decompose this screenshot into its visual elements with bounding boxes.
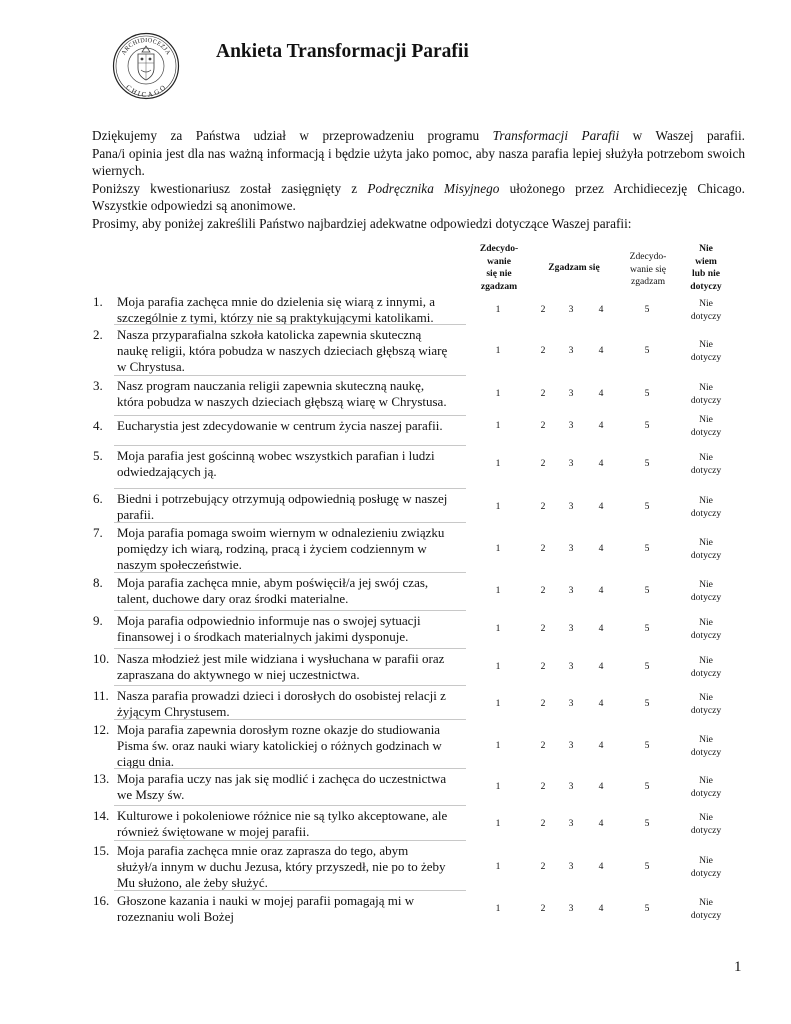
answer-option-2[interactable]: 2 [540,304,546,316]
answer-option-5[interactable]: 5 [644,818,650,830]
question-text-line: służył/a innym w duchu Jezusa, który przyszedł, nie po to żeby [117,859,446,875]
question-text-line: również świętowane w mojej parafii. [117,824,310,840]
question-text [117,771,464,803]
question-number: 16. [93,893,110,908]
answer-option-2[interactable]: 2 [540,903,546,915]
answer-option-3[interactable]: 3 [568,661,574,673]
answer-option-1[interactable]: 1 [495,781,501,793]
row-divider [114,840,466,841]
question-text [117,418,464,434]
answer-option-4[interactable]: 4 [598,861,604,873]
na-label-line: dotyczy [690,668,722,680]
answer-option-5[interactable]: 5 [644,304,650,316]
answer-option-1[interactable]: 1 [495,388,501,400]
answer-option-3[interactable]: 3 [568,861,574,873]
question-text [117,294,464,326]
question-number: 8. [93,575,103,590]
na-label-line: dotyczy [690,825,722,837]
answer-option-5[interactable]: 5 [644,861,650,873]
na-label-line: dotyczy [690,508,722,520]
na-label-line: dotyczy [690,427,722,439]
answer-option-1[interactable]: 1 [495,861,501,873]
answer-option-2[interactable]: 2 [540,501,546,513]
intro-paragraph-instructions: Prosimy, aby poniżej zakreślili Państwo najbardziej adekwatne odpowiedzi dotyczące Waszej parafii: [92,215,632,231]
answer-option-4[interactable]: 4 [598,781,604,793]
answer-option-1[interactable]: 1 [495,501,501,513]
question-number: 10. [93,651,110,666]
answer-option-5[interactable]: 5 [644,501,650,513]
answer-option-3[interactable]: 3 [568,304,574,316]
answer-option-4[interactable]: 4 [598,585,604,597]
answer-option-5[interactable]: 5 [644,740,650,752]
na-label-line: Nie [699,414,713,426]
answer-option-3[interactable]: 3 [568,740,574,752]
answer-option-not-applicable[interactable] [686,381,726,407]
row-divider [114,610,466,611]
intro-paragraph-anonymous: Wszystkie odpowiedzi są anonimowe. [92,198,296,213]
answer-option-2[interactable]: 2 [540,420,546,432]
answer-option-3[interactable]: 3 [568,818,574,830]
question-text-line: Moja parafia odpowiednio informuje nas o swojej sytuacji [117,613,421,628]
question-text-line: rozeznaniu woli Bożej [117,909,234,925]
question-text-line: Mu służono, ale żeby służyć. [117,875,268,891]
question-number: 13. [93,771,110,786]
answer-option-5[interactable]: 5 [644,458,650,470]
answer-option-5[interactable]: 5 [644,623,650,635]
answer-option-5[interactable]: 5 [644,585,650,597]
row-divider [114,648,466,649]
question-text-line: ciągu dnia. [117,754,175,770]
scale-header-dont-know: Nie wiem lub nie dotyczy [690,243,722,292]
answer-option-3[interactable]: 3 [568,543,574,555]
na-label-line: Nie [699,382,713,394]
question-text [117,651,464,683]
na-label-line: Nie [699,298,713,310]
na-label-line: Nie [699,692,713,704]
question-text-line: Moja parafia jest gościnną wobec wszystkich parafian i ludzi [117,448,435,463]
question-text-line: pomiędzy ich wiarą, rodziną, pracą i życiem codziennym w [117,541,427,557]
question-text [117,525,464,574]
question-text-line: Nasza przyparafialna szkoła katolicka zapewnia skuteczną [117,327,422,342]
question-number: 6. [93,491,103,506]
question-text-line: w Chrystusa. [117,359,185,375]
intro-paragraph-opinion: Pana/i opinia jest dla nas ważną informacją i będzie użyta jako pomoc, aby nasza parafia lepiej służyła potrzebom swoich wiernych. [92,145,745,178]
question-text-line: Moja parafia uczy nas jak się modlić i zachęca do uczestnictwa [117,771,447,786]
answer-option-4[interactable]: 4 [598,661,604,673]
row-divider [114,522,466,523]
answer-option-5[interactable]: 5 [644,781,650,793]
answer-option-1[interactable]: 1 [495,304,501,316]
question-text [117,575,464,607]
answer-option-not-applicable[interactable] [686,578,726,604]
answer-option-2[interactable]: 2 [540,781,546,793]
na-label-line: Nie [699,655,713,667]
na-label-line: dotyczy [690,630,722,642]
answer-option-2[interactable]: 2 [540,818,546,830]
na-label-line: dotyczy [690,395,722,407]
seal-text-top: ARCHIDIOCEZJA [120,36,172,57]
answer-option-not-applicable[interactable] [686,451,726,477]
question-number: 4. [93,418,103,433]
answer-option-3[interactable]: 3 [568,698,574,710]
na-label-line: Nie [699,452,713,464]
question-text-line: Eucharystia jest zdecydowanie w centrum życia naszej parafii. [117,418,443,433]
question-text-line: naszym społeczeństwie. [117,557,242,573]
scale-header-agree: Zgadzam się [548,262,600,273]
intro-paragraph-thanks: Dziękujemy za Państwa udział w przeprowadzeniu programu Transformacji Parafii w Waszej parafii. [92,128,746,143]
answer-option-4[interactable]: 4 [598,740,604,752]
row-divider [114,890,466,891]
page-number: 1 [734,959,742,975]
svg-text:CHICAGO [124,83,168,99]
answer-option-3[interactable]: 3 [568,501,574,513]
question-text [117,722,464,771]
answer-option-3[interactable]: 3 [568,420,574,432]
answer-option-1[interactable]: 1 [495,543,501,555]
answer-option-2[interactable]: 2 [540,623,546,635]
na-label-line: dotyczy [690,747,722,759]
row-divider [114,768,466,769]
answer-option-not-applicable[interactable] [686,494,726,520]
answer-option-not-applicable[interactable] [686,536,726,562]
question-text-line: Kulturowe i pokoleniowe różnice nie są tylko akceptowane, ale [117,808,448,823]
question-text [117,613,464,645]
answer-option-1[interactable]: 1 [495,623,501,635]
answer-option-2[interactable]: 2 [540,861,546,873]
na-label-line: dotyczy [690,910,722,922]
answer-option-1[interactable]: 1 [495,818,501,830]
na-label-line: Nie [699,812,713,824]
question-number: 3. [93,378,103,393]
question-number: 5. [93,448,103,463]
answer-option-4[interactable]: 4 [598,698,604,710]
answer-option-5[interactable]: 5 [644,345,650,357]
answer-option-1[interactable]: 1 [495,698,501,710]
answer-option-5[interactable]: 5 [644,543,650,555]
na-label-line: dotyczy [690,705,722,717]
question-text-line: Moja parafia zachęca mnie oraz zaprasza do tego, abym [117,843,409,858]
question-number: 15. [93,843,110,858]
question-text-line: Głoszone kazania i nauki w mojej parafii pomagają mi w [117,893,415,908]
question-text-line: Nasza młodzież jest mile widziana i wysłuchana w parafii oraz [117,651,445,666]
answer-option-2[interactable]: 2 [540,585,546,597]
answer-option-4[interactable]: 4 [598,543,604,555]
na-label-line: Nie [699,339,713,351]
question-text-line: która pobudza w naszych dzieciach głębszą wiarę w Chrystusa. [117,394,447,410]
na-label-line: dotyczy [690,352,722,364]
answer-option-3[interactable]: 3 [568,903,574,915]
question-text-line: Moja parafia zapewnia dorosłym rozne okazje do studiowania [117,722,441,737]
question-text-line: Biedni i potrzebujący otrzymują odpowiednią posługę w naszej [117,491,448,506]
row-divider [114,572,466,573]
question-text [117,688,464,720]
question-text-line: Nasza parafia prowadzi dzieci i dorosłych do osobistej relacji z [117,688,446,703]
answer-option-1[interactable]: 1 [495,585,501,597]
question-text-line: szczególnie z tymi, którzy nie są praktykującymi katolikami. [117,310,434,326]
answer-option-4[interactable]: 4 [598,623,604,635]
question-number: 14. [93,808,110,823]
question-text-line: Moja parafia pomaga swoim wiernym w odnalezieniu związku [117,525,445,540]
question-text-line: parafii. [117,507,155,523]
page-title: Ankieta Transformacji Parafii [216,41,469,62]
answer-option-4[interactable]: 4 [598,420,604,432]
question-text-line: naukę religii, która pobudza w naszych dzieciach głębszą wiarę [117,343,448,359]
answer-option-not-applicable[interactable] [686,338,726,364]
question-text-line: Moja parafia zachęca mnie do dzielenia się wiarą z innymi, a [117,294,435,309]
answer-option-4[interactable]: 4 [598,903,604,915]
row-divider [114,324,466,325]
archdiocese-seal-logo [112,32,180,100]
intro-text [92,127,745,232]
na-label-line: Nie [699,537,713,549]
question-text [117,893,464,925]
answer-option-not-applicable[interactable] [686,413,726,439]
answer-option-2[interactable]: 2 [540,543,546,555]
answer-option-not-applicable[interactable] [686,616,726,642]
question-text [117,448,464,480]
row-divider [114,488,466,489]
answer-option-5[interactable]: 5 [644,420,650,432]
na-label-line: Nie [699,897,713,909]
answer-option-2[interactable]: 2 [540,661,546,673]
na-label-line: Nie [699,855,713,867]
na-label-line: Nie [699,617,713,629]
scale-header-strongly-agree: Zdecydo- wanie się zgadzam [629,251,667,287]
answer-option-4[interactable]: 4 [598,304,604,316]
question-number: 2. [93,327,103,342]
answer-option-not-applicable[interactable] [686,297,726,323]
answer-option-not-applicable[interactable] [686,811,726,837]
row-divider [114,415,466,416]
question-text [117,491,464,523]
answer-option-4[interactable]: 4 [598,501,604,513]
answer-option-2[interactable]: 2 [540,740,546,752]
answer-option-2[interactable]: 2 [540,345,546,357]
answer-option-not-applicable[interactable] [686,774,726,800]
answer-option-4[interactable]: 4 [598,345,604,357]
na-label-line: Nie [699,734,713,746]
question-text [117,843,464,892]
scale-header-strongly-disagree: Zdecydo- wanie się nie zgadzam [479,243,519,292]
na-label-line: dotyczy [690,465,722,477]
answer-option-2[interactable]: 2 [540,698,546,710]
na-label-line: dotyczy [690,788,722,800]
row-divider [114,685,466,686]
answer-option-3[interactable]: 3 [568,345,574,357]
na-label-line: dotyczy [690,311,722,323]
answer-option-5[interactable]: 5 [644,661,650,673]
answer-option-2[interactable]: 2 [540,458,546,470]
na-label-line: dotyczy [690,868,722,880]
answer-option-4[interactable]: 4 [598,818,604,830]
answer-option-4[interactable]: 4 [598,388,604,400]
question-text-line: zapraszana do aktywnego w niej uczestnictwa. [117,667,360,683]
question-text-line: żyjącym Chrystusem. [117,704,230,720]
intro-paragraph-source: Poniższy kwestionariusz został zasięgnięty z Podręcznika Misyjnego ułożonego przez Archidiecezję Chicago. [92,180,745,196]
answer-option-3[interactable]: 3 [568,623,574,635]
answer-option-not-applicable[interactable] [686,691,726,717]
question-text [117,378,464,410]
na-label-line: dotyczy [690,550,722,562]
answer-option-not-applicable[interactable] [686,654,726,680]
question-text-line: finansowej i o środkach materialnych jakimi dysponuje. [117,629,409,645]
na-label-line: Nie [699,775,713,787]
answer-option-1[interactable]: 1 [495,740,501,752]
answer-option-1[interactable]: 1 [495,903,501,915]
question-text-line: odwiedzających ją. [117,464,217,480]
question-text [117,327,464,376]
question-number: 9. [93,613,103,628]
question-number: 7. [93,525,103,540]
answer-option-not-applicable[interactable] [686,854,726,880]
answer-option-not-applicable[interactable] [686,733,726,759]
answer-option-5[interactable]: 5 [644,388,650,400]
answer-option-1[interactable]: 1 [495,345,501,357]
answer-option-5[interactable]: 5 [644,698,650,710]
row-divider [114,445,466,446]
question-number: 1. [93,294,103,309]
seal-text-bottom: CHICAGO [124,83,168,99]
question-text-line: Nasz program nauczania religii zapewnia skuteczną naukę, [117,378,425,393]
answer-option-5[interactable]: 5 [644,903,650,915]
question-text [117,808,464,840]
answer-option-1[interactable]: 1 [495,420,501,432]
question-number: 11. [93,688,109,703]
na-label-line: Nie [699,579,713,591]
row-divider [114,719,466,720]
question-text-line: we Mszy św. [117,787,185,803]
question-number: 12. [93,722,110,737]
question-text-line: Pisma św. oraz nauki wiary katolickiej o różnych godzinach w [117,738,442,754]
answer-option-3[interactable]: 3 [568,388,574,400]
question-text-line: talent, duchowe dary oraz środki materialne. [117,591,349,607]
answer-option-2[interactable]: 2 [540,388,546,400]
na-label-line: Nie [699,495,713,507]
answer-option-4[interactable]: 4 [598,458,604,470]
answer-option-3[interactable]: 3 [568,585,574,597]
question-text-line: Moja parafia zachęca mnie, abym poświęcił/a jej swój czas, [117,575,429,590]
row-divider [114,805,466,806]
answer-option-3[interactable]: 3 [568,458,574,470]
answer-option-1[interactable]: 1 [495,458,501,470]
answer-option-1[interactable]: 1 [495,661,501,673]
answer-option-not-applicable[interactable] [686,896,726,922]
answer-option-3[interactable]: 3 [568,781,574,793]
row-divider [114,375,466,376]
na-label-line: dotyczy [690,592,722,604]
